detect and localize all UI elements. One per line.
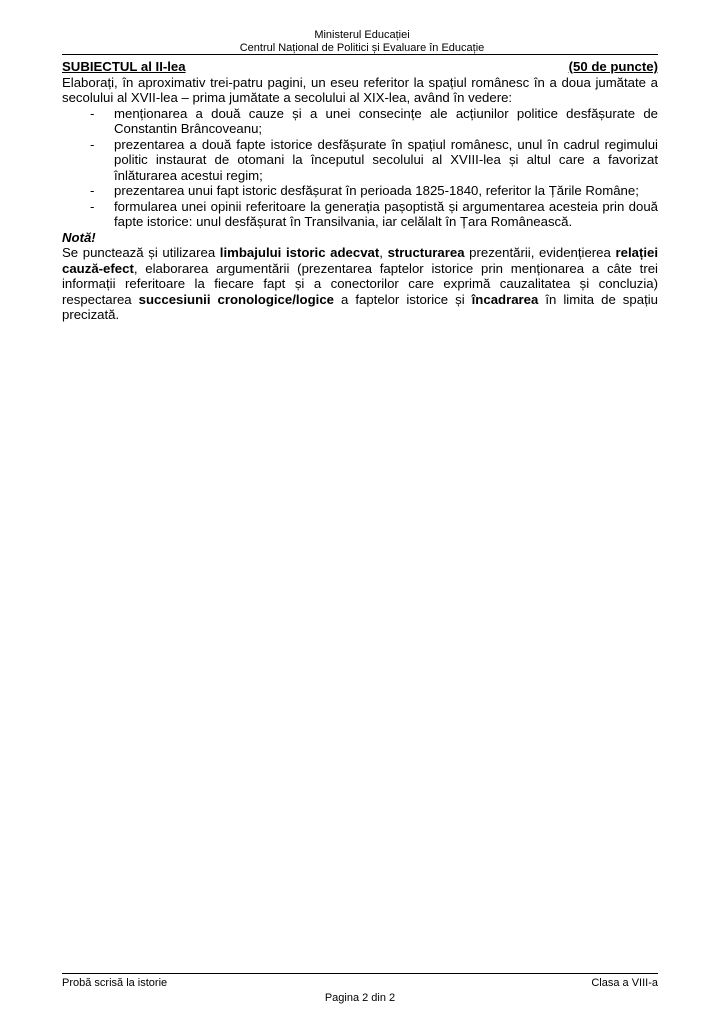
- header-ministry: Ministerul Educației: [314, 29, 410, 41]
- subject-heading: [62, 59, 658, 75]
- list-item-text: prezentarea a două fapte istorice desfășurate în spațiul românesc, unul în cadrul regimului politic instaurat de otomani la începutul secolului al XVIII-lea și altul care a favorizat înlăturarea acestui regim;: [114, 136, 658, 183]
- nota-emphasis: structurarea: [387, 245, 465, 260]
- footer-class: Clasa a VIII-a: [591, 977, 658, 989]
- bullet-dash: -: [90, 105, 95, 121]
- footer-exam-name: Probă scrisă la istorie: [62, 977, 168, 989]
- nota-emphasis: succesiunii cronologice/logice: [138, 291, 334, 307]
- requirements-list: [62, 106, 658, 230]
- nota-emphasis: limbajului istoric adecvat: [219, 245, 380, 260]
- nota-text-part: Se punctează și utilizarea: [62, 245, 220, 260]
- nota-emphasis: încadrarea: [471, 291, 539, 307]
- list-item: [62, 137, 658, 184]
- nota-text-part: a faptelor istorice și: [334, 291, 472, 307]
- exam-content: [62, 59, 658, 323]
- header-divider: [62, 54, 658, 55]
- bullet-dash: -: [90, 183, 95, 198]
- nota-text-part: în limita de spațiu precizată.: [62, 291, 658, 322]
- list-item-text: formularea unei opinii referitoare la generația pașoptistă și argumentarea acesteia prin două fapte istorice: unul desfășurat în Transilvania, iar celălalt în Țara Românească.: [114, 198, 658, 229]
- subject-title: SUBIECTUL al II-lea: [62, 59, 186, 74]
- footer-row: [62, 977, 658, 990]
- list-item-text: prezentarea unui fapt istoric desfășurat în perioada 1825-1840, referitor la Țările Române;: [114, 183, 639, 198]
- list-item: [62, 199, 658, 230]
- nota-label: Notă!: [62, 229, 96, 245]
- page-header: [0, 29, 724, 55]
- nota-text-part: ,: [379, 245, 388, 260]
- list-item-text: menționarea a două cauze și a unei consecințe ale acțiunilor politice desfășurate de Constantin Brâncoveanu;: [114, 105, 658, 136]
- nota-text: [62, 245, 658, 323]
- nota-text-part: prezentării, evidențierea: [464, 245, 616, 260]
- nota-emphasis: relației cauză-efect: [62, 245, 659, 276]
- footer-divider: [62, 973, 658, 974]
- list-item: [62, 183, 658, 199]
- page-number: Pagina 2 din 2: [324, 992, 396, 1004]
- page-footer: [62, 977, 658, 1005]
- header-center: Centrul Național de Politici și Evaluare în Educație: [239, 42, 485, 54]
- essay-intro: Elaborați, în aproximativ trei-patru pagini, un eseu referitor la spațiul românesc în a doua jumătate a secolului al XVII-lea – prima jumătate a secolului al XIX-lea, având în vedere:: [62, 74, 658, 105]
- bullet-dash: -: [90, 198, 95, 214]
- list-item: [62, 106, 658, 137]
- subject-points: (50 de puncte): [568, 59, 658, 74]
- bullet-dash: -: [90, 136, 95, 152]
- nota-text-part: , elaborarea argumentării (prezentarea faptelor istorice prin menționarea a câte trei informații referitoare la fiecare fapt și a conectorilor care exprimă cauzalitatea și concluzia) respectarea: [62, 260, 658, 307]
